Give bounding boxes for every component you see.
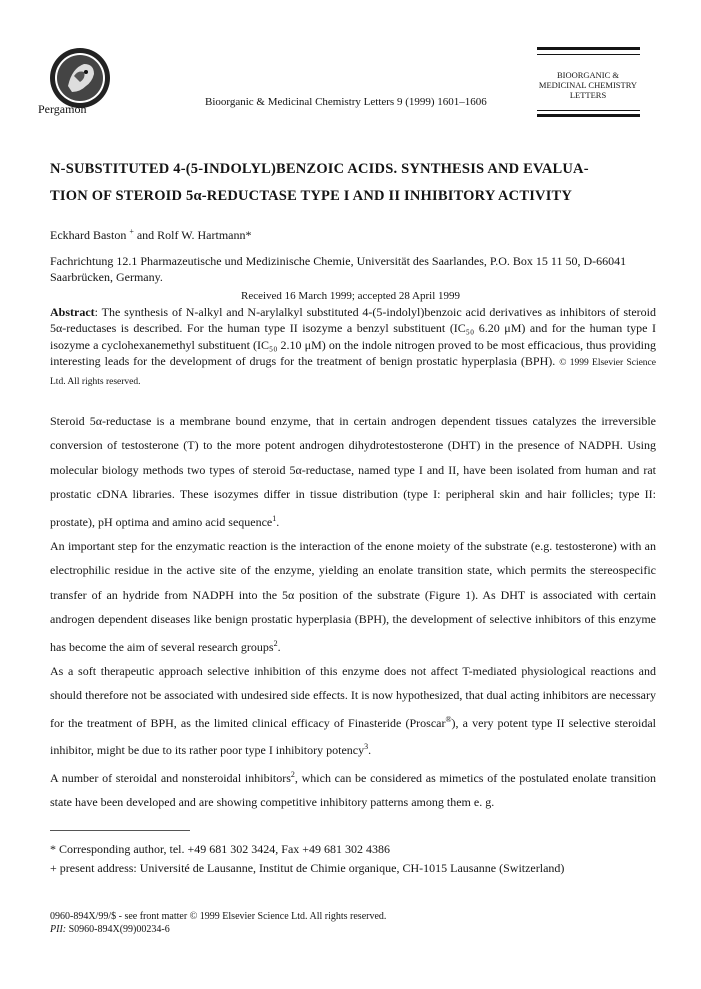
reference-2: 2 (273, 638, 278, 648)
publisher-name: Pergamon (38, 102, 87, 116)
footnotes (50, 840, 656, 878)
pii-line (50, 923, 386, 936)
header-rule-bottom-thin (537, 110, 640, 111)
paragraph-2-end: . (277, 639, 281, 654)
article-title-line1: N-SUBSTITUTED 4-(5-INDOLYL)BENZOIC ACIDS. SYNTHESIS AND EVALUA- (50, 161, 589, 177)
paragraph-2 (50, 534, 656, 659)
received-dates: Received 16 March 1999; accepted 28 April 1999 (240, 290, 461, 302)
journal-name-line2: MEDICINAL CHEMISTRY (538, 80, 638, 90)
pii-label: PII: (50, 924, 67, 935)
paragraph-1-end: . (276, 514, 280, 529)
paragraph-1-text: Steroid 5α-reductase is a membrane bound enzyme, that in certain androgen dependent tissues catalyzes the irreversible conversion of testosterone (T) to the more potent androgen dihydrotestosterone (DHT) in the presence of NADPH. Using molecular biology methods two types of steroid 5α-reductase, named type I and II, have been isolated from human and rat prostatic cDNA libraries. These isozymes differ in tissue distribution (type I: peripheral skin and hair follicles; type II: prostate), pH optima and amino acid sequence (50, 414, 656, 529)
header-rule-bottom (537, 114, 640, 117)
paragraph-1 (50, 409, 656, 534)
pii-value: S0960-894X(99)00234-6 (66, 924, 170, 935)
paragraph-4-text-b: , which can be considered as mimetics of the postulated enolate transition state have been developed and are showing competitive inhibitory patterns among them e. g. (50, 770, 657, 810)
authors (50, 227, 251, 243)
author-2: and Rolf W. Hartmann* (133, 228, 252, 242)
header-rule-top-thin (537, 54, 640, 55)
abstract (50, 304, 656, 390)
paragraph-3 (50, 659, 656, 763)
author-1-mark: + (129, 227, 134, 236)
abstract-copyright: © 1999 Elsevier Science Ltd. All rights reserved. (50, 358, 656, 387)
journal-name (538, 70, 638, 100)
journal-name-line3: LETTERS (569, 90, 607, 100)
paragraph-4 (50, 763, 656, 815)
body-text (50, 409, 656, 815)
publisher-logo (48, 46, 112, 110)
paragraph-3-text-b: ), a very potent type II selective steroidal inhibitor, might be due to its rather poor type I inhibitory potency (50, 715, 656, 758)
paragraph-3-end: . (368, 743, 372, 758)
abstract-text: : The synthesis of N-alkyl and N-arylalkyl substituted 4-(5-indolyl)benzoic acid derivatives as inhibitors of steroid 5α-reductases is described. For the human type II isozyme a benzyl substituent (IC₅₀ 6.20 μM) and for the human type I isozyme a cyclohexanemethyl substituent (IC₅₀ 2.10 μM) on the indole nitrogen proved to be most efficacious, thus providing interesting leads for the development of drugs for the treatment of benign prostatic hyperplasia (BPH). (50, 305, 656, 369)
journal-name-line1: BIOORGANIC & (556, 70, 620, 80)
front-matter (50, 910, 386, 936)
affiliation: Fachrichtung 12.1 Pharmazeutische und Medizinische Chemie, Universität des Saarlandes, P.O. Box 15 11 50, D-66041 Saarbrücken, Germany. (50, 254, 627, 284)
author-1: Eckhard Baston (50, 228, 127, 242)
paragraph-3-text-a: As a soft therapeutic approach selective inhibition of this enzyme does not affect T-mediated physiological reactions and should therefore not be associated with undesired side effects. It is now hypothesized, that dual acting inhibitors are necessary for the treatment of BPH, as the limited clinical efficacy of Finasteride (Proscar (50, 664, 656, 730)
reference-2b: 2 (290, 769, 295, 779)
article-title (50, 156, 650, 210)
footnote-rule (50, 830, 190, 831)
journal-citation: Bioorganic & Medicinal Chemistry Letters 9 (1999) 1601–1606 (205, 96, 487, 108)
header-rule-top (537, 47, 640, 50)
article-title-line2: TION OF STEROID 5α-REDUCTASE TYPE I AND II INHIBITORY ACTIVITY (50, 188, 573, 204)
paragraph-2-text: An important step for the enzymatic reaction is the interaction of the enone moiety of the substrate (e.g. testosterone) with an electrophilic residue in the active site of the enzyme, yielding an enolate transition state, which permits the stereospecific transfer of an hydride from NADPH into the 5α position of the substrate (Figure 1). As DHT is associated with certain androgen dependent diseases like benign prostatic hyperplasia (BPH), the development of selective inhibitors of this enzyme has become the aim of several research groups (50, 539, 656, 654)
registered-mark: ® (445, 714, 452, 724)
footnote-present-address: + present address: Université de Lausanne, Institut de Chimie organique, CH-1015 Lausanne (Switzerland) (50, 861, 565, 875)
abstract-label: Abstract (50, 305, 95, 319)
footnote-corresponding: * Corresponding author, tel. +49 681 302 3424, Fax +49 681 302 4386 (50, 842, 391, 856)
paragraph-4-text-a: A number of steroidal and nonsteroidal inhibitors (50, 770, 291, 785)
reference-1: 1 (272, 513, 277, 523)
front-matter-line1: 0960-894X/99/$ - see front matter © 1999 Elsevier Science Ltd. All rights reserved. (50, 911, 387, 922)
reference-3: 3 (364, 742, 369, 752)
